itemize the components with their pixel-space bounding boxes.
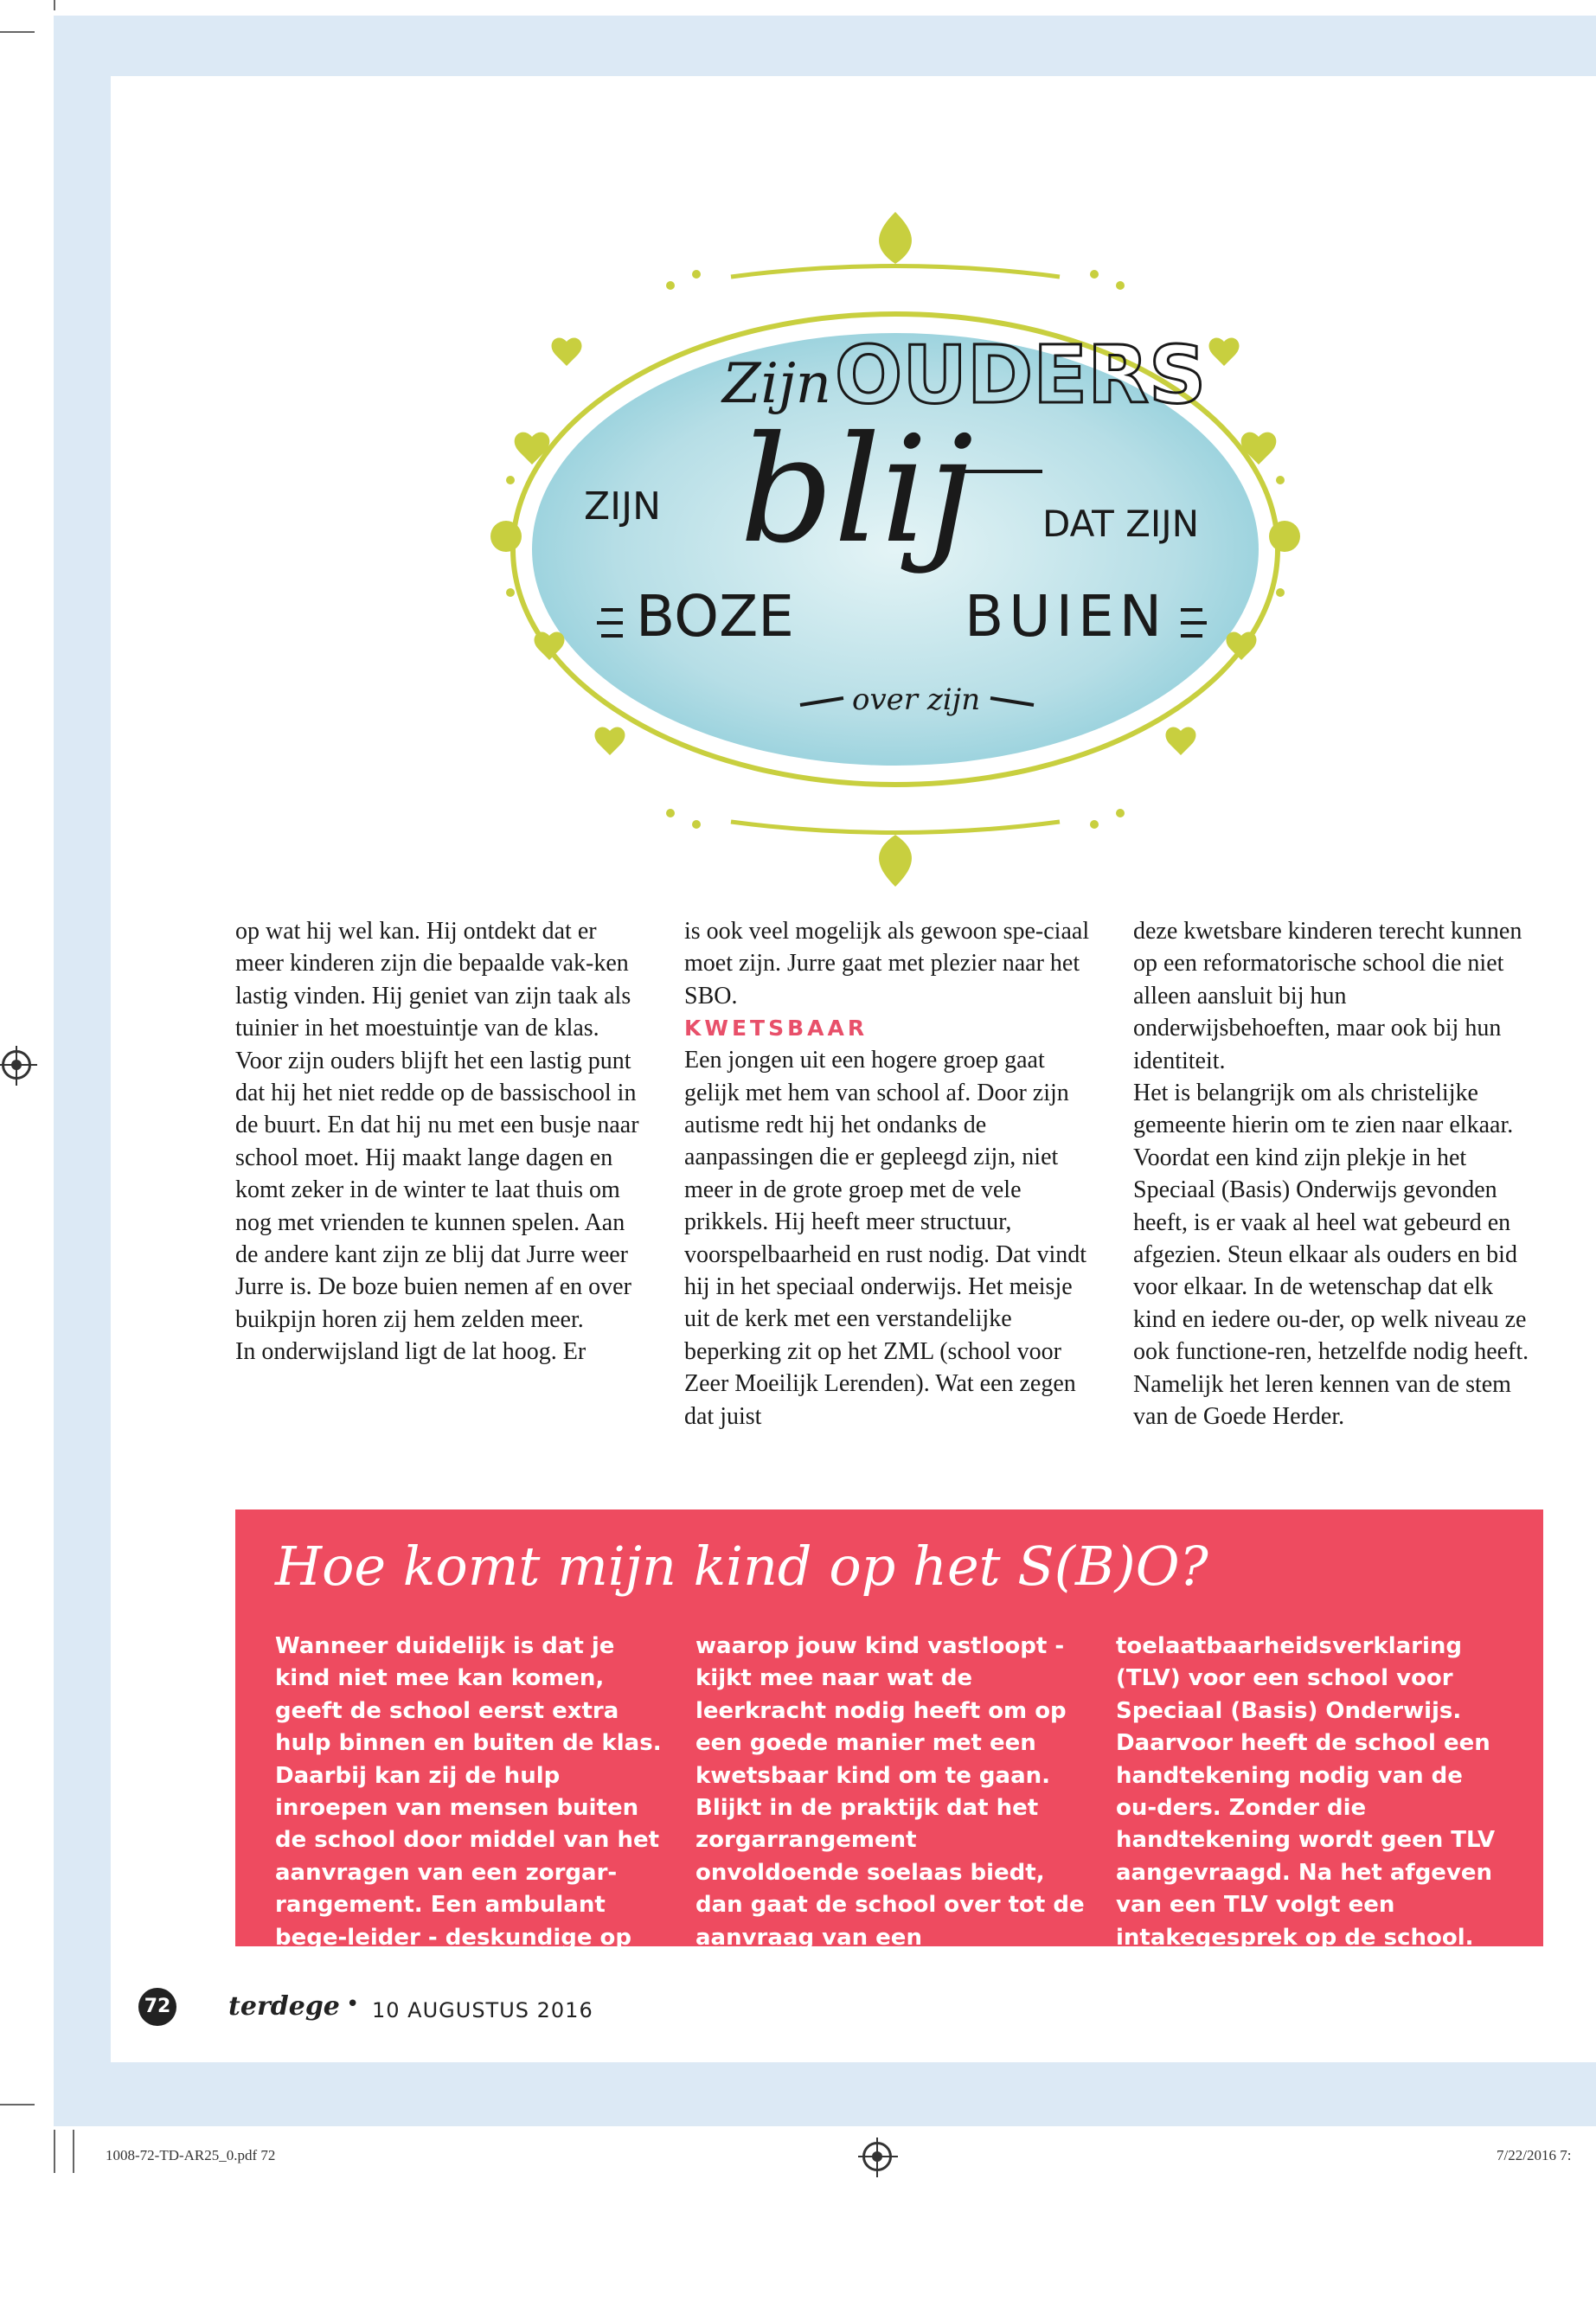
top-arc — [731, 266, 1060, 278]
paragraph: waarop jouw kind vastloopt - kijkt mee naar wat de leerkracht nodig heeft om op een goede manier met een kwetsbaar kind om te gaan. — [695, 1633, 1067, 1789]
registration-mark-icon — [862, 2142, 892, 2171]
crop-mark — [54, 0, 55, 10]
article-column-1 — [235, 915, 642, 1368]
article-column-2 — [684, 915, 1091, 1433]
paragraph: Het is belangrijk om als christelijke gemeente hierin om te zien naar elkaar. Voordat een kind zijn plekje in het Speciaal (Basis) Onderwijs gevonden heeft, is er vaak al heel wat gebeurd en afgezien. Steun elkaar als ouders en bid voor elkaar. In de wetenschap dat elk kind en iedere ou-der, op welk niveau ze ook functione-ren, hetzelfde nodig heeft. Namelijk het leren kennen van de stem van de Goede Herder. — [1133, 1080, 1529, 1431]
lettering-boze: BOZE — [636, 583, 794, 650]
print-slug-timestamp: 7/22/2016 7: — [1497, 2147, 1572, 2163]
crop-mark — [54, 2130, 55, 2173]
paragraph: Voor zijn ouders blijft het een lastig punt dat hij het niet redde op de bassischool in de buurt. En dat hij nu met een busje naar school moet. Hij maakt lange dagen en komt zeker in de winter te laat thuis om nog met vrienden te kunnen spelen. Aan de andere kant zijn ze blij dat Jurre weer Jurre is. De boze buien nemen af en over buikpijn horen zij hem zelden meer. — [235, 1047, 639, 1333]
section-subhead: KWETSBAAR — [684, 1016, 869, 1042]
crop-mark — [0, 31, 35, 33]
paragraph: toelaatbaarheidsverklaring (TLV) voor een school voor Speciaal (Basis) Onderwijs. — [1116, 1633, 1463, 1724]
info-box-column-3 — [1116, 1631, 1505, 1954]
crown-ornament-icon — [879, 212, 912, 264]
heart-icon — [535, 631, 565, 660]
lettering-over-zijn: over zijn — [852, 683, 981, 717]
magazine-logo: terdege — [228, 1991, 340, 2022]
lettering-buien: BUIEN — [965, 583, 1168, 650]
right-sun-icon — [1269, 521, 1300, 552]
lettering-zijn-script: Zijn — [722, 352, 831, 416]
separator: • — [346, 1991, 360, 2017]
bottom-ornament-icon — [879, 835, 912, 887]
heart-icon — [552, 337, 582, 366]
heart-icon — [595, 727, 625, 755]
info-box-title: Hoe komt mijn kind op het S(B)O? — [275, 1535, 1208, 1598]
paragraph: Een jongen uit een hogere groep gaat gelijk met hem van school af. Door zijn autisme redt hij het ondanks de aanpassingen die er gepleegd zijn, niet meer in de grote groep met de vele prikkels. Hij heeft meer structuur, voorspelbaarheid en rust nodig. Dat vindt hij in het speciaal onderwijs. Het meisje uit de kerk met een verstandelijke beperking zit op het ZML (school voor Zeer Moeilijk Lerenden). Wat een zegen dat juist — [684, 1047, 1087, 1430]
info-box-column-1 — [275, 1631, 664, 1986]
heart-icon — [1166, 727, 1196, 755]
paragraph: Daarvoor heeft de school een handtekening nodig van de ou-ders. Zonder die handtekening wordt geen TLV aangevraagd. Na het afgeven van een TLV volgt een intakegesprek op de school. — [1116, 1730, 1496, 1951]
left-sun-icon — [490, 521, 522, 552]
lettering-dat-zijn: DAT ZIJN — [1042, 503, 1200, 545]
paragraph: Wanneer duidelijk is dat je kind niet mee kan komen, geeft de school eerst extra hulp binnen en buiten de klas. Daarbij kan zij de hulp inroepen van mensen buiten de school door middel van het aanvragen van een zorgar-rangement. Een ambulant bege-leider - deskundige op het gebied — [275, 1633, 662, 1984]
paragraph: is ook veel mogelijk als gewoon spe-ciaal moet zijn. Jurre gaat met plezier naar het SBO. — [684, 918, 1090, 1009]
paragraph: In onderwijsland ligt de lat hoog. Er — [235, 1338, 586, 1366]
hand-lettered-illustration — [471, 203, 1319, 895]
heart-icon — [1209, 337, 1240, 366]
registration-mark-icon — [2, 1050, 31, 1080]
heart-icon — [1227, 631, 1257, 660]
lettering-blij: blij — [740, 405, 974, 576]
lettering-zijn: ZIJN — [584, 484, 662, 529]
paragraph: op wat hij wel kan. Hij ontdekt dat er meer kinderen zijn die bepaalde vak-ken lastig vinden. Hij geniet van zijn taak als tuinier in het moestuintje van de klas. — [235, 918, 631, 1042]
info-box-column-2 — [695, 1631, 1085, 1954]
crop-mark — [73, 2130, 74, 2173]
info-box — [235, 1509, 1543, 1984]
page-number: 72 — [138, 1988, 176, 2026]
paragraph: deze kwetsbare kinderen terecht kunnen op een reformatorische school die niet alleen aansluit bij hun onderwijsbehoeften, maar ook bij hun identiteit. — [1133, 918, 1522, 1074]
lettering-ouders: OUDERS — [835, 329, 1207, 421]
bottom-arc — [731, 822, 1060, 833]
issue-date: 10 AUGUSTUS 2016 — [372, 1998, 593, 2022]
paragraph: Blijkt in de praktijk dat het zorgarrangement onvoldoende soelaas biedt, dan gaat de school over tot de aanvraag van een — [695, 1795, 1085, 1951]
crop-mark — [0, 2104, 35, 2106]
article-column-3 — [1133, 915, 1540, 1433]
print-slug-file: 1008-72-TD-AR25_0.pdf 72 — [106, 2147, 276, 2163]
